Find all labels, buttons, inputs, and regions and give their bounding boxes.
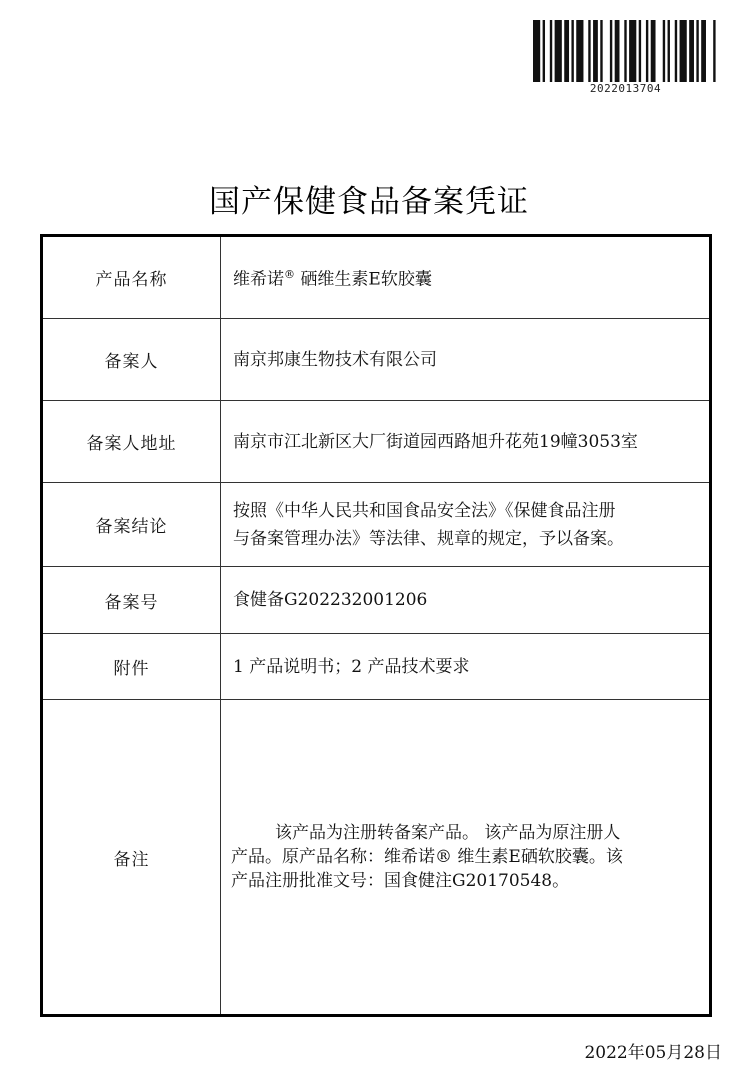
table-row — [42, 567, 711, 634]
conclusion-line-2: 与备案管理办法》等法律、规章的规定，予以备案。 — [233, 528, 624, 549]
conclusion-line-1: 按照《中华人民共和国食品安全法》《保健食品注册 — [233, 500, 616, 521]
issue-date: 2022年05月28日 — [584, 1043, 722, 1063]
barcode-bar — [639, 20, 641, 82]
barcode-bar — [680, 20, 687, 82]
remarks-label: 备注 — [42, 700, 221, 1016]
barcode-bar — [555, 20, 562, 82]
attachment-label: 附件 — [42, 634, 221, 700]
barcode-bar — [533, 20, 540, 82]
barcode-bar — [713, 20, 715, 82]
conclusion-label: 备案结论 — [42, 483, 221, 567]
barcode-bar — [701, 20, 706, 82]
product-name-rest: 硒维生素E软胶囊 — [295, 269, 432, 290]
record-number-label: 备案号 — [42, 567, 221, 634]
document-title: 国产保健食品备案凭证 — [209, 184, 529, 220]
barcode-bar — [689, 20, 694, 82]
barcode-bar — [629, 20, 636, 82]
product-name-label: 产品名称 — [42, 236, 221, 319]
barcode-bar — [663, 20, 665, 82]
filer-value: 南京邦康生物技术有限公司 — [221, 319, 711, 401]
barcode-bar — [571, 20, 573, 82]
barcode-bar — [564, 20, 569, 82]
barcode-number: 2022013704 — [589, 82, 662, 95]
barcode-bar — [593, 20, 598, 82]
barcode-bar — [610, 20, 612, 82]
barcode-bar — [675, 20, 677, 82]
barcode-image — [533, 20, 718, 82]
record-table — [40, 234, 712, 1017]
remarks-line-1: 该产品为注册转备案产品。 该产品为原注册人 — [275, 823, 621, 843]
table-row — [42, 483, 711, 567]
filer-label: 备案人 — [42, 319, 221, 401]
attachment-value: 1 产品说明书；2 产品技术要求 — [221, 634, 711, 700]
barcode-bar — [696, 20, 698, 82]
product-name-value — [221, 236, 711, 319]
remarks-line-3: 产品注册批准文号：国食健注G20170548。 — [231, 871, 570, 891]
barcode-bar — [543, 20, 545, 82]
barcode-bar — [588, 20, 590, 82]
record-number-value: 食健备G202232001206 — [221, 567, 711, 634]
barcode-bar — [600, 20, 602, 82]
barcode-bar — [646, 20, 648, 82]
barcode-bar — [576, 20, 583, 82]
barcode-bar — [615, 20, 620, 82]
table-row — [42, 700, 711, 1016]
table-row — [42, 401, 711, 483]
barcode-bar — [651, 20, 656, 82]
registered-mark: ® — [284, 268, 295, 282]
product-name-brand: 维希诺 — [233, 269, 284, 290]
table-row — [42, 236, 711, 319]
barcode-bar — [668, 20, 670, 82]
barcode-bar — [550, 20, 552, 82]
remarks-line-2: 产品。原产品名称：维希诺® 维生素E硒软胶囊。该 — [231, 847, 623, 867]
table-row — [42, 634, 711, 700]
conclusion-value — [221, 483, 711, 567]
filer-address-label: 备案人地址 — [42, 401, 221, 483]
remarks-value — [221, 700, 711, 1016]
filer-address-value: 南京市江北新区大厂街道园西路旭升花苑19幢3053室 — [221, 401, 711, 483]
barcode-bar — [624, 20, 626, 82]
table-row — [42, 319, 711, 401]
